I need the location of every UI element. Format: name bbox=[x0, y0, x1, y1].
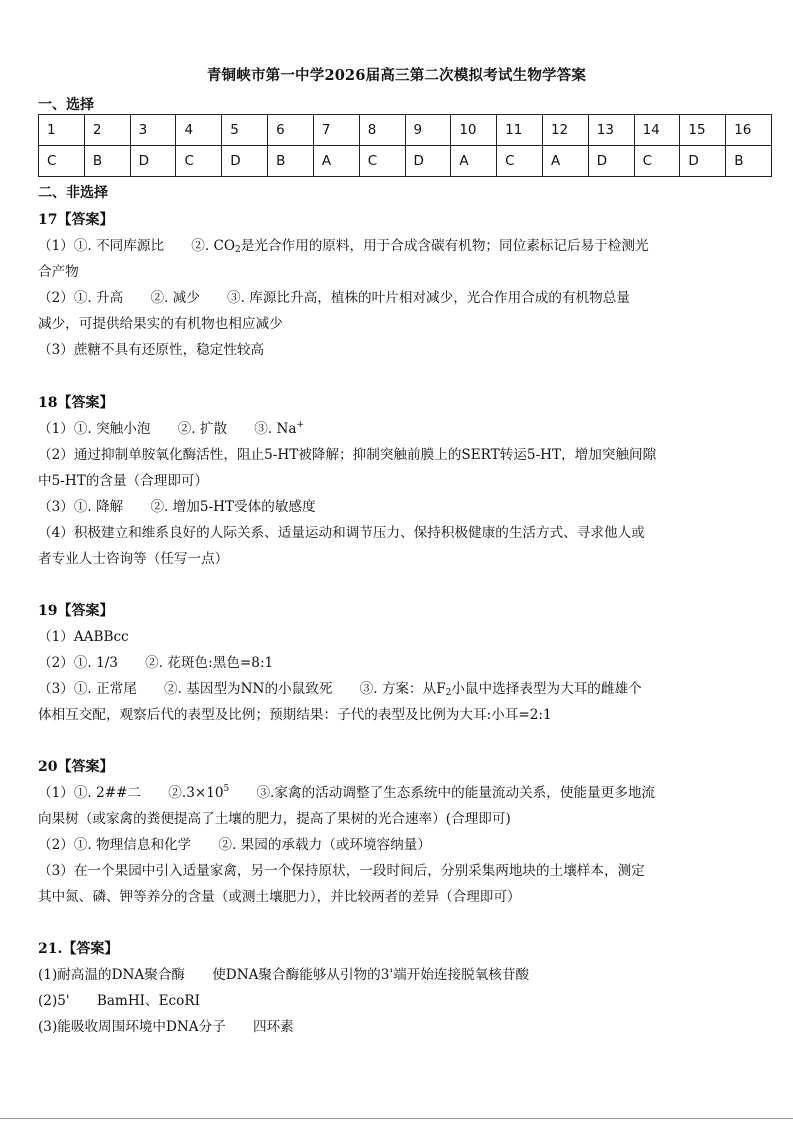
q20-l1-sup: 5 bbox=[223, 784, 230, 794]
question-number-cell: 5 bbox=[222, 115, 268, 146]
section-choice-heading: 一、选择 bbox=[38, 97, 94, 113]
q18-l1-sup: + bbox=[296, 420, 305, 430]
question-number-cell: 2 bbox=[84, 115, 130, 146]
answer-cell: B bbox=[268, 146, 314, 177]
question-number-cell: 6 bbox=[268, 115, 314, 146]
question-17-line-2-cont: 减少，可提供给果实的有机物也相应减少 bbox=[38, 316, 283, 332]
question-number-cell: 8 bbox=[359, 115, 405, 146]
q18-l1a: （1）①. 突触小泡 ②. 扩散 ③. Na bbox=[38, 421, 297, 437]
question-number-cell: 9 bbox=[405, 115, 451, 146]
section-nonchoice-heading: 二、非选择 bbox=[38, 185, 108, 201]
page-title: 青铜峡市第一中学2026届高三第二次模拟考试生物学答案 bbox=[206, 67, 587, 84]
question-20-header: 20【答案】 bbox=[38, 759, 114, 775]
question-21-header: 21.【答案】 bbox=[38, 941, 119, 957]
question-17-header: 17【答案】 bbox=[38, 212, 114, 228]
question-20 bbox=[38, 754, 763, 910]
answer-cell: B bbox=[726, 146, 772, 177]
question-20-line-2: （2）①. 物理信息和化学 ②. 果园的承载力（或环境容纳量） bbox=[38, 837, 431, 853]
page-bottom-divider bbox=[0, 1118, 793, 1119]
q17-l1a: （1）①. 不同库源比 ②. CO bbox=[38, 238, 236, 254]
question-number-cell: 4 bbox=[176, 115, 222, 146]
answer-cell: C bbox=[497, 146, 543, 177]
q20-l1a: （1）①. 2##二 ②.3×10 bbox=[38, 785, 224, 801]
question-17-line-2: （2）①. 升高 ②. 减少 ③. 库源比升高，植株的叶片相对减少，光合作用合成的有机物总量 bbox=[38, 290, 630, 306]
answer-cell: D bbox=[405, 146, 451, 177]
question-number-cell: 14 bbox=[634, 115, 680, 146]
question-19-line-2: （2）①. 1/3 ②. 花斑色:黑色=8:1 bbox=[38, 655, 274, 671]
question-number-cell: 15 bbox=[680, 115, 726, 146]
answer-cell: C bbox=[359, 146, 405, 177]
q17-l1b: 是光合作用的原料，用于合成含碳有机物；同位素标记后易于检测光 bbox=[240, 238, 649, 254]
question-18-line-2: （2）通过抑制单胺氧化酶活性，阻止5-HT被降解；抑制突触前膜上的SERT转运5-HT，增加突触间隙 bbox=[38, 447, 657, 463]
question-21 bbox=[38, 936, 763, 1040]
question-number-cell: 10 bbox=[451, 115, 497, 146]
answer-cell: C bbox=[39, 146, 85, 177]
question-18-header: 18【答案】 bbox=[38, 395, 114, 411]
answer-cell: A bbox=[451, 146, 497, 177]
answer-cell: C bbox=[176, 146, 222, 177]
answer-cell: D bbox=[588, 146, 634, 177]
question-19-header: 19【答案】 bbox=[38, 603, 114, 619]
question-21-line-2: (2)5' BamHI、EcoRI bbox=[38, 993, 200, 1009]
question-18-line-3: （3）①. 降解 ②. 增加5-HT受体的敏感度 bbox=[38, 499, 316, 515]
question-20-line-3-cont: 其中氮、磷、钾等养分的含量（或测土壤肥力），并比较两者的差异（合理即可） bbox=[38, 889, 521, 905]
question-number-cell: 11 bbox=[497, 115, 543, 146]
question-20-line-1 bbox=[38, 780, 763, 806]
question-17 bbox=[38, 207, 763, 363]
question-19-line-3 bbox=[38, 676, 763, 702]
question-17-line-3: （3）蔗糖不具有还原性，稳定性较高 bbox=[38, 342, 265, 358]
answer-table-answer-row bbox=[39, 146, 772, 177]
answer-table bbox=[38, 114, 772, 177]
answer-cell: D bbox=[222, 146, 268, 177]
answer-cell: D bbox=[130, 146, 176, 177]
question-18-line-4-cont: 者专业人士咨询等（任写一点） bbox=[38, 551, 229, 567]
question-number-cell: 16 bbox=[726, 115, 772, 146]
question-number-cell: 1 bbox=[39, 115, 85, 146]
question-17-line-1 bbox=[38, 233, 763, 259]
question-18-line-2-cont: 中5-HT的含量（合理即可） bbox=[38, 473, 209, 489]
question-18 bbox=[38, 390, 763, 572]
question-18-line-4: （4）积极建立和维系良好的人际关系、适量运动和调节压力、保持积极健康的生活方式、寻求他人或 bbox=[38, 525, 645, 541]
question-number-cell: 12 bbox=[542, 115, 588, 146]
q19-l3b: 小鼠中选择表型为大耳的雌雄个 bbox=[451, 681, 642, 697]
question-number-cell: 13 bbox=[588, 115, 634, 146]
answer-cell: D bbox=[680, 146, 726, 177]
question-18-line-1 bbox=[38, 416, 763, 442]
answer-cell: B bbox=[84, 146, 130, 177]
question-21-line-1: (1)耐高温的DNA聚合酶 使DNA聚合酶能够从引物的3'端开始连接脱氧核苷酸 bbox=[38, 967, 530, 983]
question-21-line-3: (3)能吸收周围环境中DNA分子 四环素 bbox=[38, 1019, 294, 1035]
q17-l1-sub: 2 bbox=[235, 245, 241, 255]
question-20-line-3: （3）在一个果园中引入适量家禽，另一个保持原状，一段时间后，分别采集两地块的土壤样本，测定 bbox=[38, 863, 645, 879]
answer-cell: A bbox=[542, 146, 588, 177]
question-19-line-3-cont: 体相互交配，观察后代的表型及比例；预期结果：子代的表型及比例为大耳:小耳=2:1 bbox=[38, 707, 552, 723]
answer-cell: C bbox=[634, 146, 680, 177]
q20-l1b: ③.家禽的活动调整了生态系统中的能量流动关系，使能量更多地流 bbox=[229, 785, 656, 801]
q19-l3a: （3）①. 正常尾 ②. 基因型为NN的小鼠致死 ③. 方案：从F bbox=[38, 681, 446, 697]
answer-table-number-row bbox=[39, 115, 772, 146]
question-19-line-1: （1）AABBcc bbox=[38, 629, 129, 645]
question-19 bbox=[38, 598, 763, 728]
question-20-line-1-cont: 向果树（或家禽的粪便提高了土壤的肥力，提高了果树的光合速率）(合理即可) bbox=[38, 811, 511, 827]
q19-l3-sub: 2 bbox=[445, 688, 452, 698]
answer-cell: A bbox=[313, 146, 359, 177]
question-number-cell: 7 bbox=[313, 115, 359, 146]
question-17-line-1-cont: 合产物 bbox=[38, 264, 79, 280]
question-number-cell: 3 bbox=[130, 115, 176, 146]
